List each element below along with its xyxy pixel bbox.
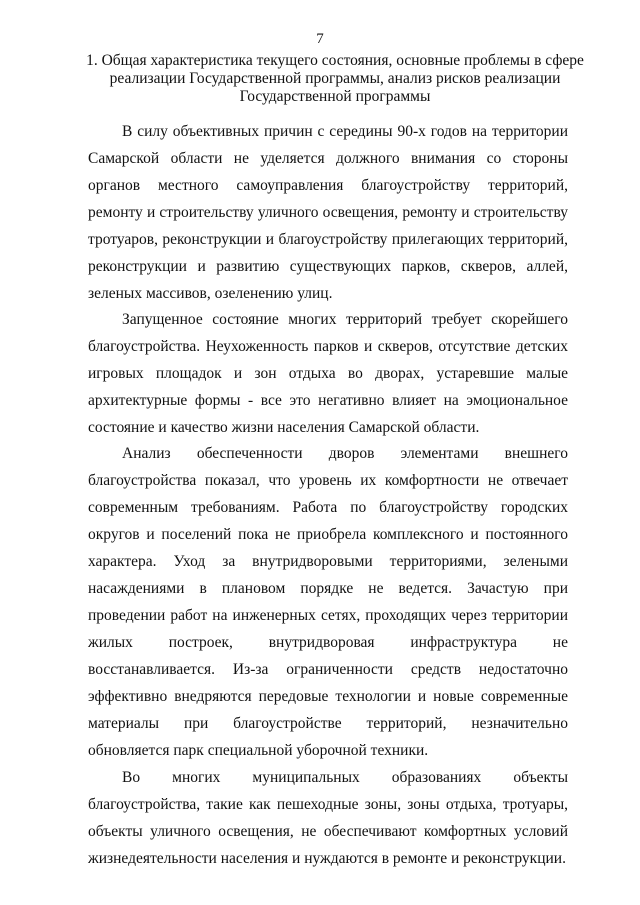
paragraph-4: Во многих муниципальных образованиях объекты благоустройства, такие как пешеходные зоны, зоны отдыха, тротуары, объекты уличного освещения, не обеспечивают комфортных условий жизнедеятельности населения и нуждаются в ремонте и реконструкции.: [88, 769, 568, 867]
paragraph-3: Анализ обеспеченности дворов элементами внешнего благоустройства показал, что уровень их комфортности не отвечает современным требованиям. Работа по благоустройству городских округов и поселений пока не приобрела комплексного и постоянного характера. Уход за внутридворовыми территориями, зелеными насаждениями в плановом порядке не ведется. Зачастую при проведении работ на инженерных сетях, проходящих через территории жилых построек, внутридворовая инфраструктура не восстанавливается. Из-за ограниченности средств недостаточно эффективно внедряются передовые технологии и новые современные материалы при благоустройстве территорий, незначительно обновляется парк специальной уборочной техники.: [88, 445, 568, 759]
section-heading: 1. Общая характеристика текущего состояния, основные проблемы в сфере реализации Государственной программы, анализ рисков реализации Государственной программы: [86, 52, 584, 105]
paragraph-2: Запущенное состояние многих территорий требует скорейшего благоустройства. Неухоженность парков и скверов, отсутствие детских игровых площадок и зон отдыха во дворах, устаревшие малые архитектурные формы - все это негативно влияет на эмоциональное состояние и качество жизни населения Самарской области.: [88, 311, 568, 436]
paragraph-1: В силу объективных причин с середины 90-х годов на территории Самарской области не уделяется должного внимания со стороны органов местного самоуправления благоустройству территорий, ремонту и строительству уличного освещения, ремонту и строительству тротуаров, реконструкции и благоустройству прилегающих территорий, реконструкции и развитию существующих парков, скверов, аллей, зеленых массивов, озеленению улиц.: [88, 123, 568, 302]
page-number: 7: [316, 31, 324, 47]
